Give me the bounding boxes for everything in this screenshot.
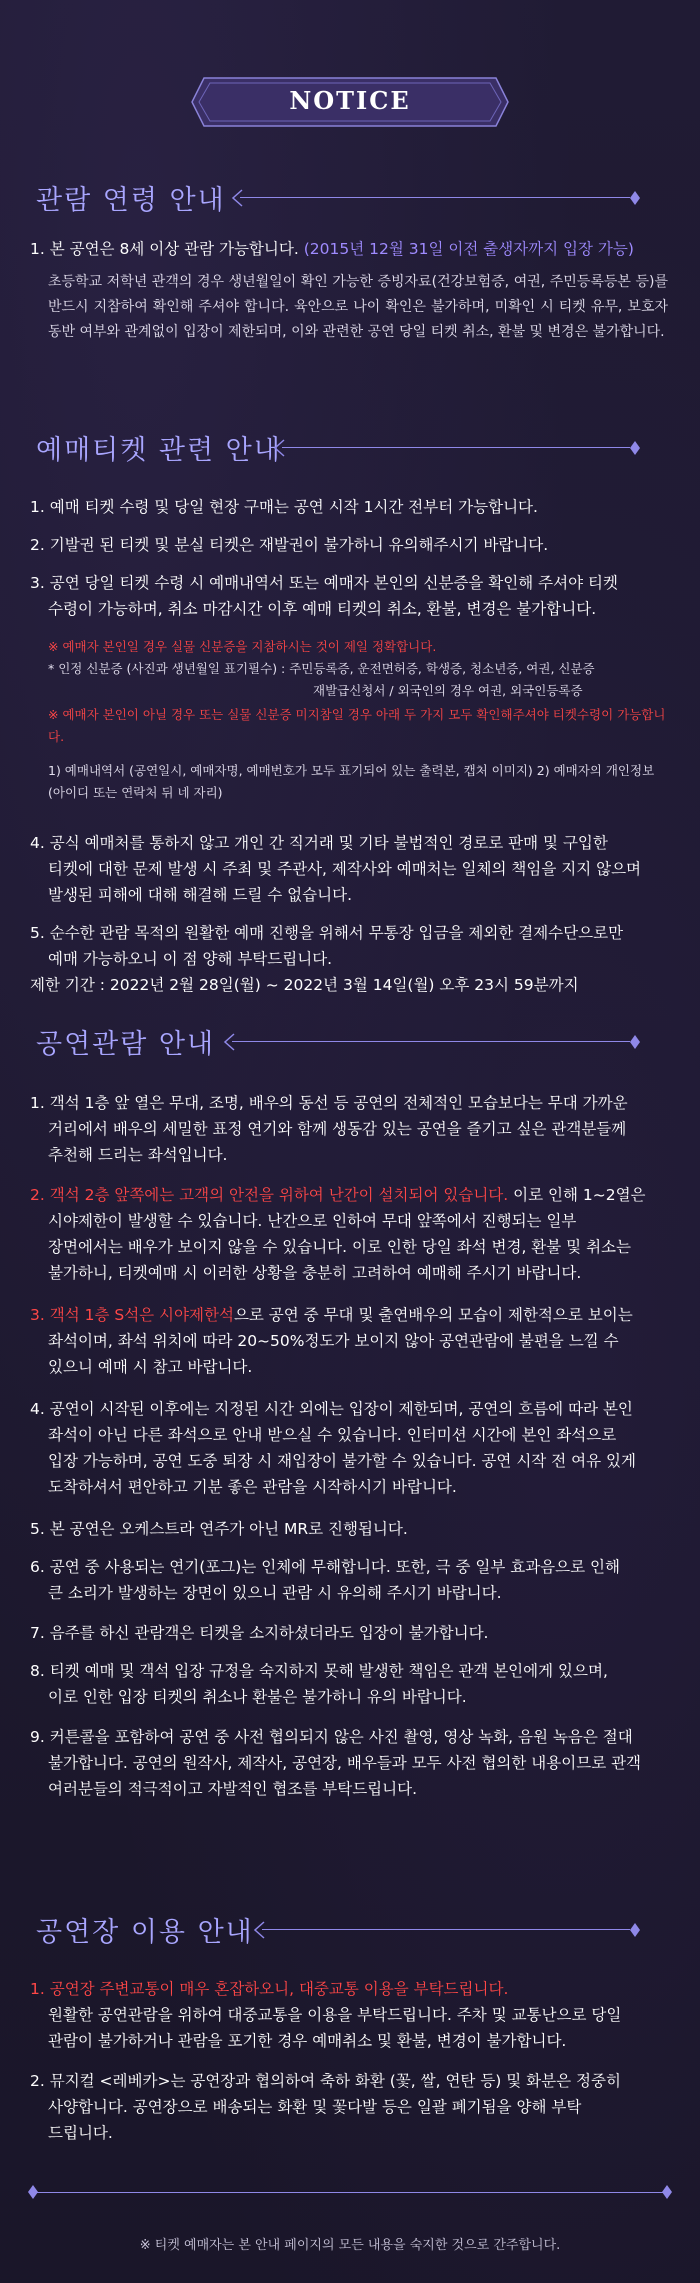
viewing-item-2-line: 장면에서는 배우가 보이지 않을 수 있습니다. 이로 인한 당일 좌석 변경, 환불 및 취소는	[48, 1238, 631, 1256]
viewing-item-9-line: 불가합니다. 공연의 원작사, 제작사, 공연장, 배우들과 모두 사전 협의한 내용이므로 관객	[48, 1754, 642, 1772]
viewing-item-1-line: 1. 객석 1층 앞 열은 무대, 조명, 배우의 동선 등 공연의 전체적인 모습보다는 무대 가까운	[30, 1094, 628, 1112]
venue-item-1-warning: 1. 공연장 주변교통이 매우 혼잡하오니, 대중교통 이용을 부탁드립니다.	[30, 1980, 509, 1998]
section-title: 관람 연령 안내	[36, 185, 226, 216]
section-title: 공연장 이용 안내	[36, 1917, 254, 1948]
ticket-note-line: 가능합니다.	[48, 707, 666, 744]
viewing-item-2-text: 이로 인해 1~2열은	[508, 1186, 646, 1204]
venue-item-1-line: 원활한 공연관람을 위하여 대중교통을 이용을 부탁드립니다. 주차 및 교통난으로 당일	[48, 2006, 622, 2024]
section-header	[0, 428, 700, 468]
arrow-left-icon	[272, 438, 286, 458]
section-header	[0, 1910, 700, 1950]
diamond-icon	[660, 2182, 674, 2202]
ticket-item-5-line: 5. 순수한 관람 목적의 원활한 예매 진행을 위해서 무통장 입금을 제외한 결제수단으로만	[30, 924, 624, 942]
ticket-item-3-line: 3. 공연 당일 티켓 수령 시 예매내역서 또는 예매자 본인의 신분증을 확인해 주셔야 티켓	[30, 574, 618, 592]
viewing-item-6	[30, 1554, 670, 1606]
viewing-item-2-warning: 2. 객석 2층 앞쪽에는 고객의 안전을 위하여 난간이 설치되어 있습니다.	[30, 1186, 509, 1204]
footer-divider	[36, 2192, 664, 2193]
section-viewing	[0, 1022, 700, 1062]
ticket-note-line: ※ 예매자 본인이 아닐 경우 또는 실물 신분증 미지참일 경우 아래 두 가지 모두 확인해주셔야 티켓수령이	[48, 707, 614, 722]
viewing-item-4-line: 4. 공연이 시작된 이후에는 지정된 시간 외에는 입장이 제한되며, 공연의 흐름에 따라 본인	[30, 1400, 633, 1418]
ticket-restriction-period: 제한 기간 : 2022년 2월 28일(월) ~ 2022년 3월 14일(월) 오후 23시 59분까지	[30, 976, 579, 994]
ticket-item-2: 2. 기발권 된 티켓 및 분실 티켓은 재발권이 불가하니 유의해주시기 바랍니다.	[30, 536, 549, 554]
viewing-item-6-line: 큰 소리가 발생하는 장면이 있으니 관람 시 유의해 주시기 바랍니다.	[48, 1584, 502, 1602]
banner-title: NOTICE	[289, 86, 411, 115]
viewing-item-2	[30, 1182, 670, 1286]
viewing-item-4	[30, 1396, 670, 1500]
venue-item-2	[30, 2068, 670, 2146]
viewing-item-4-line: 좌석이 아닌 다른 좌석으로 안내 받으실 수 있습니다. 인터미션 시간에 본인 좌석으로	[48, 1426, 617, 1444]
diamond-icon	[628, 438, 642, 458]
arrow-left-icon	[222, 1032, 236, 1052]
viewing-item-8-line: 이로 인한 입장 티켓의 취소나 환불은 불가하니 유의 바랍니다.	[48, 1688, 467, 1706]
diamond-icon	[628, 1032, 642, 1052]
viewing-item-9	[30, 1724, 670, 1802]
notice-banner	[190, 76, 510, 128]
venue-item-1	[30, 1976, 670, 2054]
ticket-item-5	[30, 920, 670, 998]
ticket-note-line: * 인정 신분증 (사진과 생년월일 표기필수) : 주민등록증, 운전면허증, 학생증, 청소년증, 여권, 신분증	[48, 661, 595, 676]
ticket-item-4	[30, 830, 670, 908]
arrow-left-icon	[252, 1920, 266, 1940]
ticket-note-requirements	[48, 760, 668, 804]
ticket-note-proxy	[48, 704, 668, 748]
viewing-item-1-line: 거리에서 배우의 세밀한 표정 연기와 함께 생동감 있는 공연을 즐기고 싶은 관객분들께	[48, 1120, 627, 1138]
venue-item-2-line: 드립니다.	[48, 2124, 113, 2142]
ticket-item-4-line: 티켓에 대한 문제 발생 시 주최 및 주관사, 제작사와 예매처는 일체의 책임을 지지 않으며	[48, 860, 642, 878]
ticket-note-id: ※ 예매자 본인일 경우 실물 신분증을 지참하시는 것이 제일 정확합니다.	[48, 639, 437, 654]
section-divider	[240, 197, 630, 198]
viewing-item-3	[30, 1302, 670, 1380]
footer-note: ※ 티켓 예매자는 본 안내 페이지의 모든 내용을 숙지한 것으로 간주합니다.	[139, 2238, 561, 2253]
section-title: 공연관람 안내	[36, 1029, 216, 1060]
viewing-item-2-line: 불가하니, 티켓예매 시 이러한 상황을 충분히 고려하여 예매해 주시기 바랍니다.	[48, 1264, 582, 1282]
ticket-item-1: 1. 예매 티켓 수령 및 당일 현장 구매는 공연 시작 1시간 전부터 가능합니다.	[30, 498, 538, 516]
ticket-item-5-line: 예매 가능하오니 이 점 양해 부탁드립니다.	[48, 950, 333, 968]
section-divider	[262, 1929, 630, 1930]
viewing-item-3-line: 좌석이며, 좌석 위치에 따라 20~50%정도가 보이지 않아 공연관람에 불편을 느낄 수	[48, 1332, 619, 1350]
ticket-note-accepted-id	[48, 658, 668, 702]
ticket-note-line: 1) 예매내역서 (공연일시, 예매자명, 예매번호가 모두 표기되어 있는 출력본, 캡처 이미지)	[48, 763, 533, 778]
viewing-item-9-line: 9. 커튼콜을 포함하여 공연 중 사전 협의되지 않은 사진 촬영, 영상 녹화, 음원 녹음은 절대	[30, 1728, 633, 1746]
viewing-item-6-line: 6. 공연 중 사용되는 연기(포그)는 인체에 무해합니다. 또한, 극 중 일부 효과음으로 인해	[30, 1558, 620, 1576]
viewing-item-8-line: 8. 티켓 예매 및 객석 입장 규정을 숙지하지 못해 발생한 책임은 관객 본인에게 있으며,	[30, 1662, 608, 1680]
section-divider	[282, 447, 630, 448]
section-title: 예매티켓 관련 안내	[36, 435, 282, 466]
viewing-item-2-line: 시야제한이 발생할 수 있습니다. 난간으로 인하여 무대 앞쪽에서 진행되는 일부	[48, 1212, 577, 1230]
age-item-1-text: 1. 본 공연은 8세 이상 관람 가능합니다.	[30, 240, 304, 258]
ticket-item-3-line: 수령이 가능하며, 취소 마감시간 이후 예매 티켓의 취소, 환불, 변경은 불가합니다.	[48, 600, 597, 618]
viewing-item-5: 5. 본 공연은 오케스트라 연주가 아닌 MR로 진행됩니다.	[30, 1520, 408, 1538]
viewing-item-3-warning: 3. 객석 1층 S석은 시야제한석	[30, 1306, 234, 1324]
age-item-1-detail: 초등학교 저학년 관객의 경우 생년월일이 확인 가능한 증빙자료(건강보험증, 여권, 주민등록등본 등)를 반드시 지참하여 확인해 주셔야 합니다. 육안으로 나이 확인은 불가하며, 미확인 시 티켓 유무, 보호자 동반 여부와 관계없이 입장이 제한되며, 이와 관련한 공연 당일 티켓 취소, 환불 및 변경은 불가합니다.	[48, 274, 668, 340]
viewing-item-9-line: 여러분들의 적극적이고 자발적인 협조를 부탁드립니다.	[48, 1780, 418, 1798]
age-item-1-highlight: (2015년 12월 31일 이전 출생자까지 입장 가능)	[303, 240, 634, 258]
ticket-note-line: 2) 예매자의 개인정보 (아이디 또는 연락처 뒤 네 자리)	[48, 763, 655, 800]
diamond-icon	[628, 188, 642, 208]
venue-item-2-line: 2. 뮤지컬 <레베카>는 공연장과 협의하여 축하 화환 (꽃, 쌀, 연탄 등) 및 화분은 정중히	[30, 2072, 621, 2090]
diamond-icon	[628, 1920, 642, 1940]
age-item-1	[30, 236, 670, 262]
section-divider	[232, 1041, 630, 1042]
ticket-item-3	[30, 570, 670, 622]
viewing-item-7: 7. 음주를 하신 관람객은 티켓을 소지하셨더라도 입장이 불가합니다.	[30, 1624, 489, 1642]
section-age	[0, 178, 700, 218]
viewing-item-3-line: 있으니 예매 시 참고 바랍니다.	[48, 1358, 253, 1376]
viewing-item-4-line: 입장 가능하며, 공연 도중 퇴장 시 재입장이 불가할 수 있습니다. 공연 시작 전 여유 있게	[48, 1452, 636, 1470]
venue-item-1-line: 관람이 불가하거나 관람을 포기한 경우 예매취소 및 환불, 변경이 불가합니다.	[48, 2032, 567, 2050]
venue-item-2-line: 사양합니다. 공연장으로 배송되는 화환 및 꽃다발 등은 일괄 폐기됨을 양해 부탁	[48, 2098, 582, 2116]
arrow-left-icon	[230, 188, 244, 208]
section-header	[0, 178, 700, 218]
section-venue	[0, 1910, 700, 1950]
section-header	[0, 1022, 700, 1062]
ticket-item-4-line: 4. 공식 예매처를 통하지 않고 개인 간 직거래 및 기타 불법적인 경로로 판매 및 구입한	[30, 834, 608, 852]
viewing-item-4-line: 도착하셔서 편안하고 기분 좋은 관람을 시작하시기 바랍니다.	[48, 1478, 457, 1496]
viewing-item-1	[30, 1090, 670, 1168]
viewing-item-3-text: 으로 공연 중 무대 및 출연배우의 모습이 제한적으로 보이는	[233, 1306, 633, 1324]
ticket-note-line: 재발급신청서 / 외국인의 경우 여권, 외국인등록증	[313, 683, 583, 698]
ticket-item-4-line: 발생된 피해에 대해 해결해 드릴 수 없습니다.	[48, 886, 353, 904]
viewing-item-8	[30, 1658, 670, 1710]
section-ticket	[0, 428, 700, 468]
viewing-item-1-line: 추천해 드리는 좌석입니다.	[48, 1146, 228, 1164]
